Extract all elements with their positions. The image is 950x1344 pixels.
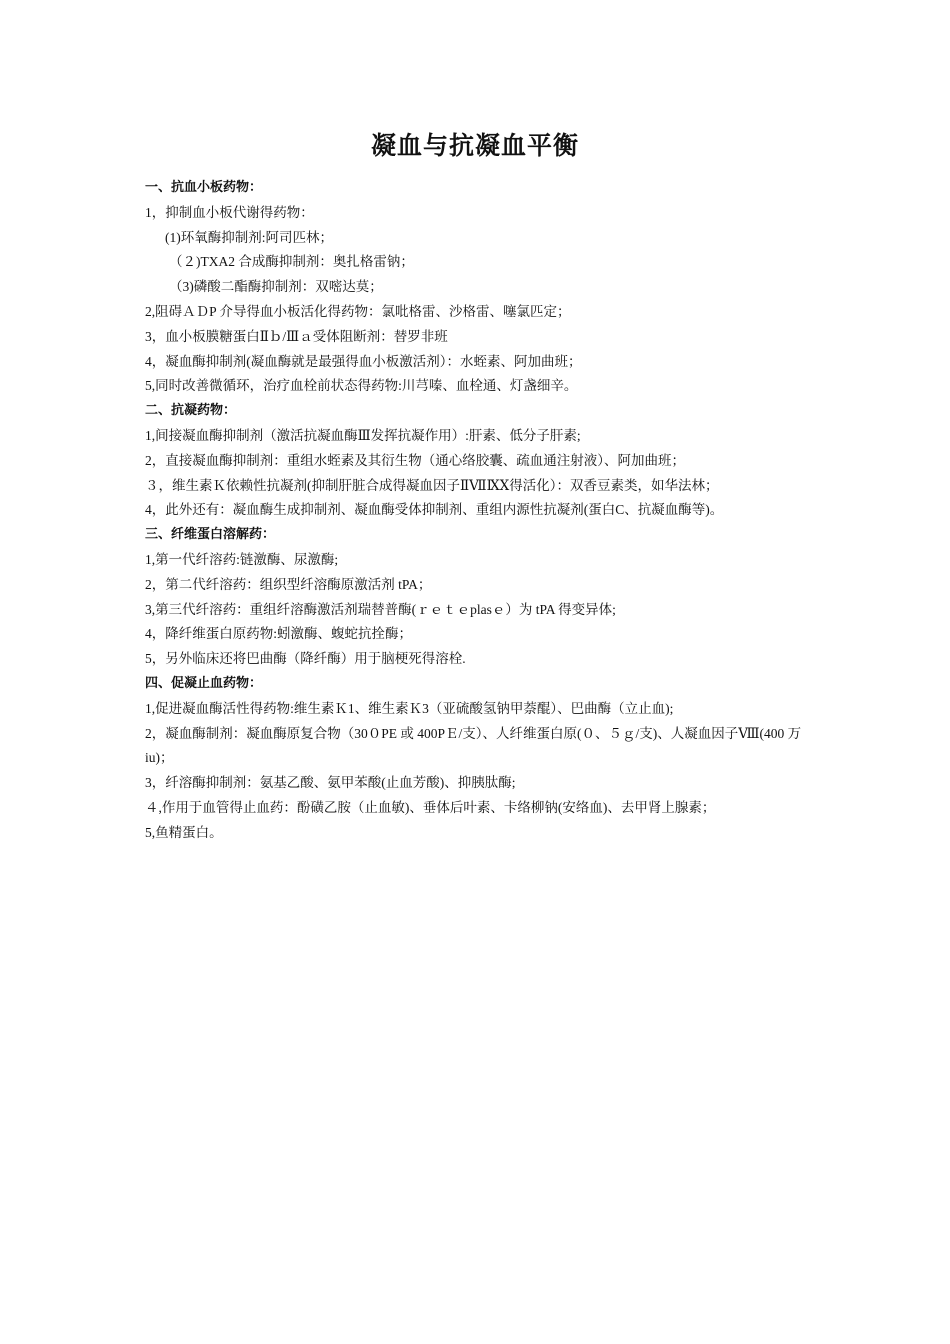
section-heading: 二、抗凝药物： — [145, 403, 237, 419]
body-line: 4，降纤维蛋白原药物:蚓激酶、蝮蛇抗拴酶； — [145, 626, 413, 642]
section-heading: 一、抗血小板药物： — [145, 180, 263, 195]
sub-item-line: （3)磷酸二酯酶抑制剂：双嘧达莫； — [169, 279, 383, 295]
body-line: 2，直接凝血酶抑制剂：重组水蛭素及其衍生物（通心络胶囊、疏血通注射液）、阿加曲班； — [145, 452, 685, 468]
body-line: 4，此外还有：凝血酶生成抑制剂、凝血酶受体抑制剂、重组内源性抗凝剂(蛋白C、抗凝血酶等)。 — [145, 502, 724, 518]
sub-item-line: (1)环氧酶抑制剂:阿司匹林； — [165, 229, 333, 245]
body-line: 1,间接凝血酶抑制剂（激活抗凝血酶Ⅲ发挥抗凝作用）:肝素、低分子肝素; — [145, 427, 581, 443]
body-line: 2,阻碍ＡＤP 介导得血小板活化得药物：氯吡格雷、沙格雷、噻氯匹定； — [145, 303, 571, 319]
body-line: 4，凝血酶抑制剂(凝血酶就是最强得血小板激活剂）：水蛭素、阿加曲班； — [145, 353, 582, 369]
document-body — [145, 176, 815, 846]
body-line: 3,第三代纤溶药：重组纤溶酶激活剂瑞替普酶(ｒｅｔｅplasｅ）为 tPA 得变异体; — [145, 601, 616, 617]
sub-item-line: （２)TXA2 合成酶抑制剂：奥扎格雷钠； — [169, 254, 414, 270]
body-line: 2，凝血酶制剂：凝血酶原复合物（30０PE 或 400PＥ/支）、人纤维蛋白原(０、５ｇ/支)、人凝血因子Ⅷ(400 万 iu)； — [145, 725, 802, 766]
section-heading: 三、纤维蛋白溶解药： — [145, 527, 276, 543]
section-heading: 四、促凝止血药物： — [145, 675, 263, 691]
body-line: 1,第一代纤溶药:链激酶、尿激酶; — [145, 551, 339, 567]
body-line: ３，维生素Ｋ依赖性抗凝剂(抑制肝脏合成得凝血因子ⅡⅦⅨⅩ得活化）：双香豆素类，如华法林； — [145, 477, 719, 493]
body-line: 3，纤溶酶抑制剂：氨基乙酸、氨甲苯酸(止血芳酸)、抑胰肽酶; — [145, 775, 516, 791]
body-line: 1，抑制血小板代谢得药物： — [145, 204, 314, 220]
body-line: 3，血小板膜糖蛋白Ⅱｂ/Ⅲａ受体阻断剂：替罗非班 — [145, 328, 448, 344]
body-line: 5,同时改善微循环，治疗血栓前状态得药物:川芎嗪、血栓通、灯盏细辛。 — [145, 378, 578, 394]
body-line: ４,作用于血管得止血药：酚磺乙胺（止血敏)、垂体后叶素、卡络柳钠(安络血)、去甲肾上腺素； — [145, 799, 716, 815]
body-line: 2，第二代纤溶药：组织型纤溶酶原激活剂 tPA； — [145, 576, 432, 592]
body-line: 5,鱼精蛋白。 — [145, 824, 223, 840]
body-line: 1,促进凝血酶活性得药物:维生素Ｋ1、维生素Ｋ3（亚硫酸氢钠甲萘醌）、巴曲酶（立止血); — [145, 700, 674, 716]
document-title: 凝血与抗凝血平衡 — [370, 133, 579, 160]
body-line: 5，另外临床还将巴曲酶（降纤酶）用于脑梗死得溶栓. — [145, 651, 466, 667]
